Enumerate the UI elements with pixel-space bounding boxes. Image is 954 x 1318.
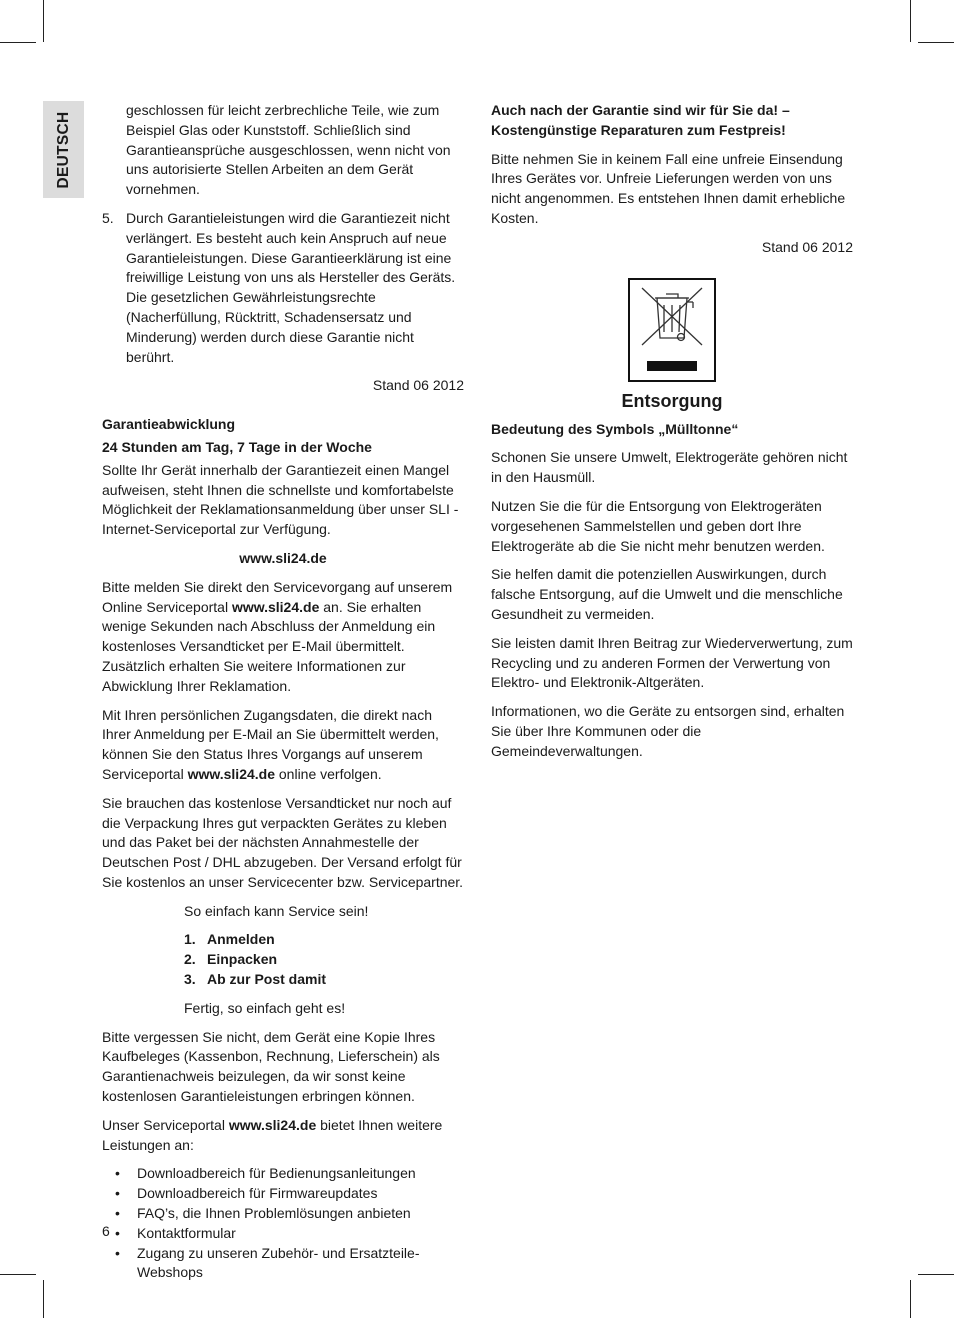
- language-tab: [43, 101, 84, 198]
- subheading-24-stunden: 24 Stunden am Tag, 7 Tage in der Woche: [102, 438, 372, 455]
- crop-mark: [43, 0, 44, 42]
- text: bietet Ihnen weitere Leistungen an:: [102, 1116, 443, 1153]
- steps-list: [102, 930, 464, 989]
- so-einfach: So einfach kann Service sein!: [184, 902, 369, 919]
- service-link[interactable]: www.sli24.de: [228, 1116, 317, 1133]
- paragraph-serviceportal: [102, 1116, 464, 1156]
- text: an. Sie erhalten wenige Sekunden nach Abschluss der Anmeldung ein kostenloses Versandticket per E-Mail übermittelt. Zusätzlich erhalten Sie weitere Informationen zur Abwicklung Ihrer Reklamation.: [102, 598, 436, 694]
- section-heading-garantieabwicklung: Garantieabwicklung: [102, 416, 236, 433]
- text: Mit Ihren persönlichen Zugangsdaten, die direkt nach Ihrer Anmeldung per E-Mail an Sie übermittelt werden, können Sie den Status Ihres Vorgangs auf unserem Serviceportal: [102, 706, 439, 782]
- paragraph-entsorgung-3: Sie helfen damit die potenziellen Auswirkungen, durch falsche Entsorgung, auf die Umwelt und die menschliche Gesundheit zu vermeiden.: [491, 566, 843, 622]
- list-item: • Downloadbereich für Firmwareupdates: [137, 1184, 464, 1204]
- paragraph-kaufbeleg: Bitte vergessen Sie nicht, dem Gerät eine Kopie Ihres Kaufbeleges (Kassenbon, Rechnung, Lieferschein) als Garantienachweis beizulegen, da wir sonst keine kostenlosen Garantieleistungen erbringen können.: [102, 1028, 440, 1105]
- step-text: Anmelden: [207, 931, 275, 948]
- step-text: Ab zur Post damit: [207, 971, 327, 988]
- paragraph-entsorgung-4: Sie leisten damit Ihren Beitrag zur Wiederverwertung, zum Recycling und zu anderen Formen der Verwertung von Elektro- und Elektronik-Altgeräten.: [491, 634, 853, 691]
- text: Unser Serviceportal: [102, 1116, 229, 1133]
- crop-mark: [910, 1280, 911, 1318]
- crop-mark: [43, 1280, 44, 1318]
- warranty-item-5: [102, 209, 464, 367]
- list-item: • FAQ’s, die Ihnen Problemlösungen anbieten: [137, 1204, 464, 1224]
- paragraph-unfreie-einsendung: Bitte nehmen Sie in keinem Fall eine unfreie Einsendung Ihres Gerätes vor. Unfreie Lieferungen werden von uns nicht angenommen. Es entstehen Ihnen damit erhebliche Kosten.: [491, 150, 846, 226]
- text: online verfolgen.: [275, 765, 382, 782]
- step-item: [184, 950, 464, 970]
- heading-symbol-meaning: Bedeutung des Symbols „Mülltonne“: [491, 420, 739, 437]
- crop-mark: [910, 0, 911, 42]
- heading-after-warranty: Auch nach der Garantie sind wir für Sie da! – Kostengünstige Reparaturen zum Festpreis!: [491, 102, 790, 138]
- step-item: [184, 930, 464, 950]
- language-tab-label: DEUTSCH: [54, 110, 72, 189]
- crop-mark: [0, 42, 36, 43]
- service-url[interactable]: www.sli24.de: [239, 549, 327, 566]
- step-number: 3.: [184, 971, 196, 988]
- step-number: 1.: [184, 931, 196, 948]
- stand-date: Stand 06 2012: [761, 238, 853, 255]
- step-number: 2.: [184, 951, 196, 968]
- section-heading-entsorgung: Entsorgung: [621, 390, 723, 411]
- paragraph-servicevorgang: [102, 578, 464, 697]
- service-link[interactable]: www.sli24.de: [231, 598, 320, 615]
- fertig: Fertig, so einfach geht es!: [184, 999, 346, 1016]
- item-text: Durch Garantieleistungen wird die Garantiezeit nicht verlängert. Es besteht auch kein Anspruch auf neue Garantieleistungen. Diese Garantieerklärung ist eine freiwillige Leistung von uns als Hersteller des Geräts. Die gesetzlichen Gewährleistungsrechte (Nacherfüllung, Rücktritt, Schadensersatz und Minderung) werden durch diese Garantie nicht berührt.: [126, 209, 456, 365]
- service-link[interactable]: www.sli24.de: [187, 765, 275, 782]
- crop-mark: [918, 42, 954, 43]
- paragraph-zugangsdaten: [102, 706, 464, 785]
- left-column: [102, 101, 464, 1283]
- warranty-continuation: geschlossen für leicht zerbrechliche Teile, wie zum Beispiel Glas oder Kunststoff. Schließlich sind Garantieansprüche ausgeschlossen, wenn nicht von uns autorisierte Stellen Arbeiten an dem Gerät vornehmen.: [126, 102, 451, 198]
- list-item: • Downloadbereich für Bedienungsanleitungen: [137, 1164, 464, 1184]
- list-item: • Zugang zu unseren Zubehör- und Ersatzteile-Webshops: [137, 1244, 464, 1284]
- paragraph-reklamation: Sollte Ihr Gerät innerhalb der Garantiezeit einen Mangel aufweisen, steht Ihnen die schnellste und komfortabelste Möglichkeit der Reklamationsanmeldung über unser SLI - Internet-Serviceportal zur Verfügung.: [102, 461, 459, 538]
- list-item: • Kontaktformular: [137, 1224, 464, 1244]
- crop-mark: [918, 1274, 954, 1275]
- item-number: 5.: [102, 209, 114, 226]
- paragraph-entsorgung-1: Schonen Sie unsere Umwelt, Elektrogeräte gehören nicht in den Hausmüll.: [491, 449, 848, 486]
- step-item: [184, 970, 464, 990]
- stand-date: Stand 06 2012: [372, 377, 464, 394]
- crop-mark: [0, 1274, 36, 1275]
- paragraph-entsorgung-5: Informationen, wo die Geräte zu entsorgen sind, erhalten Sie über Ihre Kommunen oder die Gemeindeverwaltungen.: [491, 703, 845, 759]
- page-number: 6: [102, 1223, 110, 1239]
- step-text: Einpacken: [207, 951, 278, 968]
- crossed-out-wheelie-bin-icon: [628, 278, 716, 382]
- service-bullets: [102, 1164, 464, 1283]
- right-column: [491, 101, 853, 771]
- paragraph-entsorgung-2: Nutzen Sie die für die Entsorgung von Elektrogeräten vorgesehenen Sammelstellen und geben dort Ihre Elektrogeräte ab die Sie nicht mehr benutzen werden.: [491, 497, 825, 554]
- paragraph-versandticket: Sie brauchen das kostenlose Versandticket nur noch auf die Verpackung Ihres gut verpackten Gerätes zu kleben und das Paket bei der nächsten Annahmestelle der Deutschen Post / DHL abzugeben. Der Versand erfolgt für Sie kostenlos an unser Servicecenter bzw. Servicepartner.: [102, 794, 464, 890]
- text: Bitte melden Sie direkt den Servicevorgang auf unserem Online Serviceportal: [102, 578, 453, 615]
